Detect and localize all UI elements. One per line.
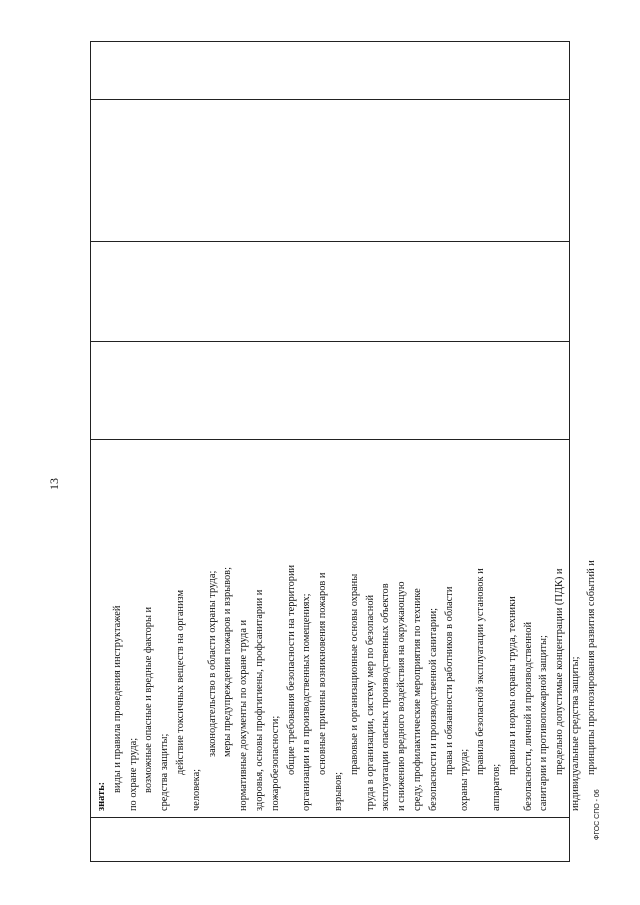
- page-number: 13: [47, 478, 61, 490]
- table-cell-knowledge: [91, 440, 597, 818]
- knowledge-line: человека;: [190, 768, 202, 811]
- table-cell-empty-4: [91, 42, 570, 100]
- table-cell-code: [91, 818, 570, 862]
- knowledge-line: здоровья, основы профгигиены, профсанитарии и: [253, 589, 265, 811]
- competency-table: [90, 41, 597, 862]
- knowledge-line: виды и правила проведения инструктажей: [111, 605, 123, 793]
- knowledge-line: безопасности, личной и производственной: [522, 622, 534, 811]
- knowledge-line: эксплуатации опасных производственных объектов: [380, 583, 392, 811]
- table-cell-empty-3: [91, 100, 570, 242]
- knowledge-line: и снижению вредного воздействия на окружающую: [396, 581, 408, 811]
- knowledge-heading: знать:: [96, 781, 107, 811]
- knowledge-line: правовые и организационные основы охраны: [348, 573, 360, 775]
- knowledge-line: безопасности и производственной санитарии;: [427, 607, 439, 811]
- knowledge-line: нормативные документы по охране труда и: [238, 619, 250, 811]
- knowledge-line: предельно допустимые концентрации (ПДК) и: [554, 568, 566, 775]
- knowledge-line: правила безопасной эксплуатации установок и: [475, 568, 487, 775]
- knowledge-line: основные причины возникновения пожаров и: [317, 572, 329, 775]
- knowledge-line: общие требования безопасности на территории: [285, 564, 297, 775]
- knowledge-line: индивидуальные средства защиты;: [569, 656, 581, 811]
- footer-code: ФГОС СПО - 06: [594, 789, 601, 840]
- rotated-table-container: [90, 42, 597, 862]
- table-row: [91, 42, 570, 862]
- knowledge-line: принципы прогнозирования развития событий и: [585, 560, 597, 775]
- table-cell-empty-2: [91, 242, 570, 342]
- knowledge-line: возможные опасные и вредные факторы и: [143, 606, 155, 793]
- knowledge-line: права и обязанности работников в области: [443, 586, 455, 775]
- knowledge-line: пожаробезопасности;: [269, 715, 281, 811]
- knowledge-line: санитарии и противопожарной защиты;: [538, 635, 550, 811]
- knowledge-line: средства защиты;: [159, 733, 171, 811]
- knowledge-line: организации и в производственных помещениях;: [301, 593, 313, 811]
- knowledge-line: взрывов;: [332, 771, 344, 811]
- knowledge-line: правила и нормы охраны труда, техники: [506, 596, 518, 775]
- knowledge-line: действие токсичных веществ на организм: [174, 589, 186, 775]
- knowledge-line: охраны труда;: [459, 748, 471, 811]
- knowledge-line: среду, профилактические мероприятия по технике: [411, 588, 423, 811]
- knowledge-line: аппаратов;: [490, 763, 502, 811]
- knowledge-line: меры предупреждения пожаров и взрывов;: [222, 567, 234, 757]
- knowledge-line: по охране труда;: [127, 737, 139, 811]
- table-cell-empty-1: [91, 342, 570, 440]
- knowledge-line: законодательство в области охраны труда;: [206, 570, 218, 757]
- knowledge-line: труда в организации, систему мер по безопасной: [364, 594, 376, 811]
- knowledge-list: [91, 440, 597, 817]
